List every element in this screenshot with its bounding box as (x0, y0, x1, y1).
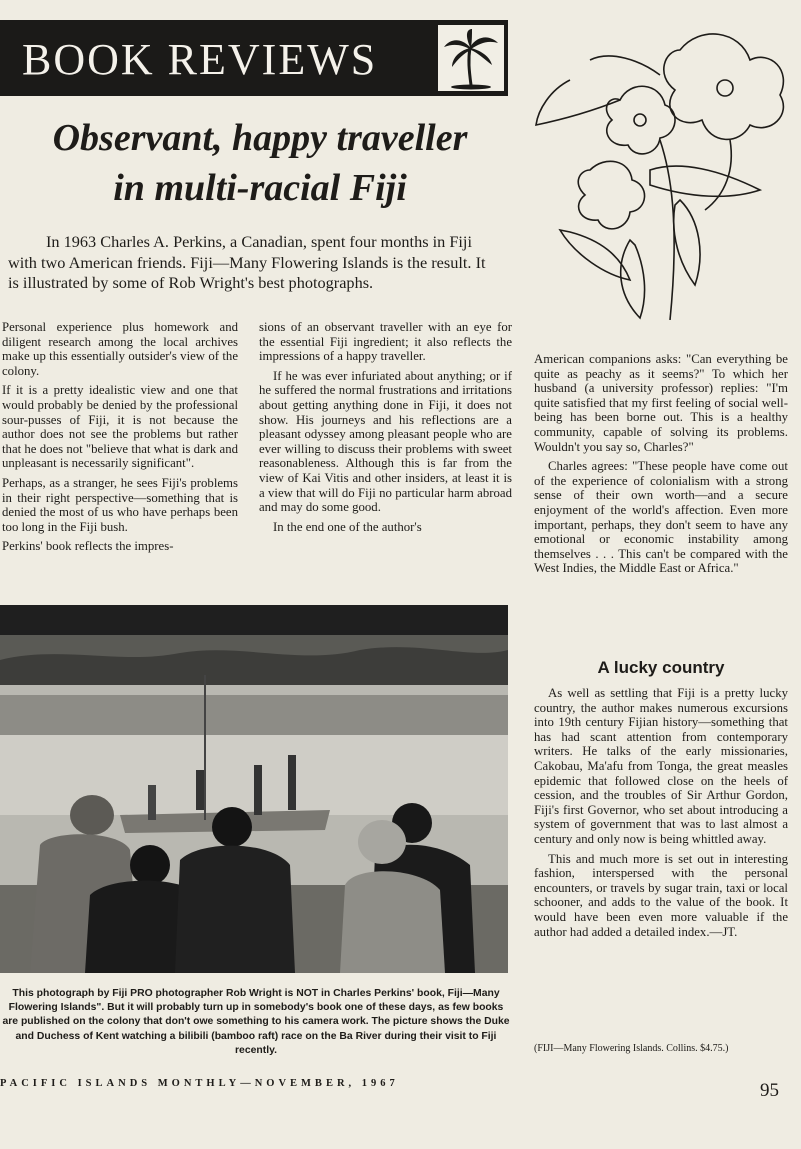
col2-paragraph-3: In the end one of the author's (273, 519, 422, 534)
photo-caption: This photograph by Fiji PRO photographer Rob Wright is NOT in Charles Perkins' book, Fiji—Many Flowering Islands". But it will probably turn up in somebody's book one of these days, as few books are published on the colony that don't owe something to his camera work. The picture shows the Duke and Duchess of Kent watching a bilibili (bamboo raft) race on the Ba River during their visit to Fiji recently. (2, 988, 510, 1056)
book-source: (FIJI—Many Flowering Islands. Collins. $4.75.) (534, 1043, 729, 1054)
column-3 (534, 352, 788, 652)
col3-paragraph-4: This and much more is set out in interesting fashion, interspersed with the personal encounters, or travels by sugar train, taxi or local schooner, and adds to the value of the book. It would have been even more valuable if the author had added a detailed index.—JT. (534, 851, 788, 939)
headline-line-2: in multi-racial Fiji (113, 167, 407, 209)
subheading: A lucky country (597, 658, 725, 677)
column-3-continued (534, 686, 788, 1038)
col3-paragraph-3: As well as settling that Fiji is a pretty lucky country, the author makes numerous excursions into 19th century Fijian history—something that has had scant attention from contemporary writers. He talks of the early missionaries, Cakobau, Ma'afu from Tonga, the great measles epidemic that followed close on the heels of cession, and the troubles of Sir Arthur Gordon, Fiji's first Governor, who set about introducing a system of government that was to last almost a century and only now is being whittled away. (534, 686, 788, 846)
col2-paragraph-2: If he was ever infuriated about anything; or if he suffered the normal frustrations and irritations about getting anything done in Fiji, it does not show. His journeys and his reflections are a pleasant odyssey among pleasant people who are ever willing to discuss their problems with sweet reasonableness. Although this is far from the view of Kai Vitis and other insiders, at least it is a view that will do Fiji no particular harm abroad and may do some good. (259, 368, 512, 515)
col1-paragraph-4: Perkins' book reflects the impres- (2, 539, 174, 554)
col3-paragraph-2: Charles agrees: "These people have come out of the experience of colonialism with a strong sense of their own worth—and a secure enjoyment of the world's affection. Even more important, perhaps, they don't seem to have any emotional or economic instability among themselves . . . This can't be compared with the West Indies, the Middle East or Africa." (534, 459, 788, 576)
lede-paragraph: In 1963 Charles A. Perkins, a Canadian, spent four months in Fiji with two American friends. Fiji—Many Flowering Islands is the result. It is illustrated by some of Rob Wright's best photographs. (8, 232, 486, 292)
page-number: 95 (760, 1080, 779, 1101)
col1-paragraph-2: If it is a pretty idealistic view and one that would probably be denied by the professional sour-pusses of Fiji, it is not because the author does not see the problems but rather that he does not "believe that what is dark and unpleasant is necessarily significant". (2, 383, 238, 471)
col2-paragraph-1: sions of an observant traveller with an eye for the essential Fiji ingredient; it also reflects the impressions of a happy traveller. (259, 320, 512, 364)
column-2 (259, 320, 512, 592)
column-1 (2, 320, 238, 592)
headline-line-1: Observant, happy traveller (52, 117, 468, 159)
palm-tree-logo (438, 25, 504, 91)
flower-illustration (530, 20, 798, 320)
footer-publication: PACIFIC ISLANDS MONTHLY—NOVEMBER, 1967 (0, 1078, 399, 1089)
river-photograph (0, 605, 508, 973)
col1-paragraph-1: Personal experience plus homework and diligent research among the local archives make up this essentially outsider's view of the colony. (2, 320, 238, 378)
col1-paragraph-3: Perhaps, as a stranger, he sees Fiji's problems in their right perspective—something that is denied the most of us who have perhaps been too long in the Fiji bush. (2, 475, 238, 534)
section-title: BOOK REVIEWS (22, 35, 378, 84)
col3-paragraph-1: American companions asks: "Can everything be quite as peachy as it seems?" To which her husband (a university professor) replies: "I'm quite satisfied that my first feeling of social well-being has been borne out. This is a healthy community, capable of solving its problems. Wouldn't you say so, Charles?" (534, 352, 788, 454)
